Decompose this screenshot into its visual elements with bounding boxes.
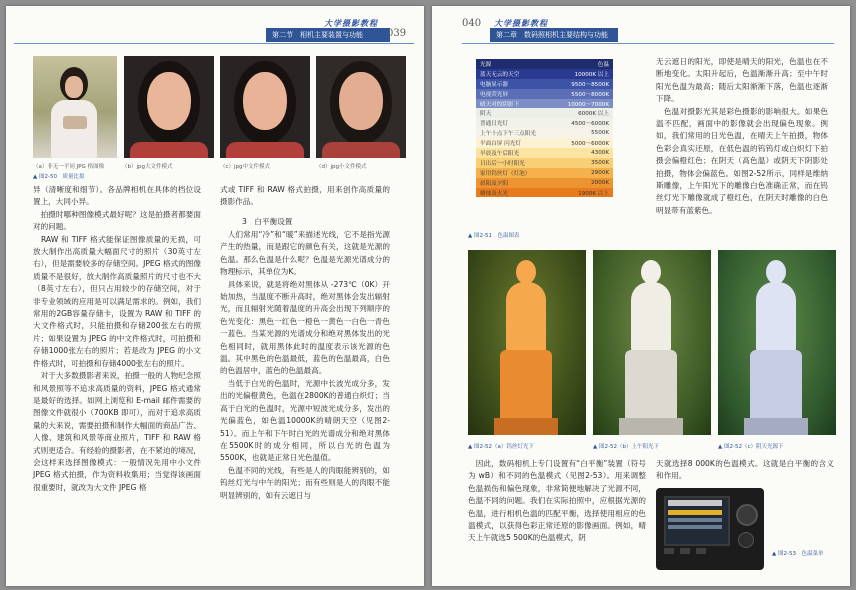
photo-caption-b: ▲ 图2-52（b）上午阳光下 xyxy=(593,444,659,450)
left-page xyxy=(6,6,424,586)
table-cell-temp: 1900K 以上 xyxy=(578,190,609,197)
table-cell-source: 早晨及午后阳光 xyxy=(480,150,520,157)
photo-caption-a: ▲ 图2-52（a）钨丝灯光下 xyxy=(468,444,534,450)
table-header-source: 光源 xyxy=(480,61,492,68)
book-title: 大学摄影教程 xyxy=(324,18,378,28)
table-row xyxy=(476,168,613,178)
table-cell-temp: 3500K xyxy=(591,159,609,166)
statue-photo-tungsten xyxy=(468,250,586,435)
photo-caption-a: （a）非无一平同 JPG 格图像 xyxy=(33,164,105,170)
section-header: 第二节 相机主要装置与功能 xyxy=(266,28,390,42)
color-temperature-table xyxy=(476,59,613,197)
portrait-photo-c xyxy=(220,56,310,158)
table-cell-source: 蜡烛及火光 xyxy=(480,190,508,197)
table-cell-source: 平面白屏 闪光灯 xyxy=(480,141,521,148)
table-row xyxy=(476,158,613,168)
section-header: 第二章 数码照相机主要结构与功能 xyxy=(490,28,618,42)
table-cell-temp: 6000K 以上 xyxy=(578,111,609,118)
photo-caption-c: （c）jpg中文件模式 xyxy=(220,164,271,170)
right-column-text: 无云遮日的阳光，即使是晴天的阳光，色温也在不断地变化。太阳升起后，色温渐渐升高；至中午时阳光色温为最高；随后太阳渐渐下落，色温也逐渐下降。 色温对摄影光其是彩色摄影的影响很大。如果色温不匹配，画面中的影像就会出现偏色现象。例如，我们常用的日光色温，在晴天上午拍摄，物体色彩会真实还原，在低色温的钨钨灯或白炽灯下拍摄会偏橙红色；在阴天（高色温）或阴天下阴影处拍摄，物体会偏蓝色。如图2-52所示，同样是维纳斯雕像，上午阳光下的雕像白色准确正常，而在钨丝灯光下雕像就成了橙红色，在阴天时雕像的白色明显带有蓝紫色。 xyxy=(656,57,828,215)
table-cell-source: 上午十点下午三点阳光 xyxy=(480,131,536,138)
table-cell-temp: 10000K 以上 xyxy=(574,71,609,78)
table-row xyxy=(476,89,613,99)
table-cell-source: 晨阳及夕阳 xyxy=(480,180,508,187)
table-cell-source: 普通日光灯 xyxy=(480,121,508,128)
table-cell-temp: 2000K xyxy=(591,179,609,186)
table-cell-temp: 9500～8500K xyxy=(571,81,609,88)
table-cell-source: 电视荧光屏 xyxy=(480,91,508,98)
table-row xyxy=(476,108,613,118)
table-row xyxy=(476,99,613,109)
header-rule xyxy=(462,43,834,44)
table-cell-source: 蓝天无云的天空 xyxy=(480,71,520,78)
photo-caption-d: （d）jpg小文件模式 xyxy=(316,164,367,170)
table-row xyxy=(476,128,613,138)
portrait-photo-b xyxy=(124,56,214,158)
table-cell-temp: 5500～8000K xyxy=(571,91,609,98)
table-cell-source: 日出后一小时阳光 xyxy=(480,160,525,167)
header-rule xyxy=(14,43,414,44)
left-column-text: 异（清晰度和细节）。各品牌相机在具体的档位设置上，大同小异。 拍摄时哪种图像模式最好呢？这是拍摄者都要面对的问题。 RAW 和 TIFF 格式能保证图像质量的无损，可放大制作出高质量大幅面尺寸的照片（30英寸左右），但是需要较多的存储空间。JPEG 格式的图像质量不是很好，放大制作高质量照片的尺寸也不大（8英寸左右），但只占用较少的存储空间，对于非专业领域的应用是可以满足需求的。例如，我们常用的2GB容量存储卡，设置为 RAW 和 TIFF 的大文件格式时，只能拍摄和存储200张左右的照片；如果设置为 JPEG 的中文件格式时，可拍摄和存储1000张左右的照片；若是改为 JPEG 的小文件格式时，可拍摄和存储4000张左右的照片。 对于大多数摄影者来说，拍摄一般的人物纪念照和风景照等不追求高质量的资料，JPEG 格式通常是最好的选择。如网上浏览和 E-mail 邮件需要的图像文件就很小（700KB 即可），而对于追求高质量的大来说，需要拍摄和制作大幅面的商品广告、人像、建筑和风景等商业照片，TIFF 和 RAW 格式则更适合。有经验的摄影者，在不紧迫的境况，会这样来选择图像模式：一般情况先用中小文件 JPEG 格式拍摄，作为资料收集用；当觉得该画面很重要时，就改为大文件 JPEG 格 xyxy=(33,185,201,492)
bottom-left-text: 因此，数码相机上专门设置有“白平衡”装置（符号为 wB）和不同的色温模式（见图2-53）。用来调整色温损伤和偏色现象，非常简便地解决了光源不同，色温不同的问题。我们在实际拍照中，应根据光源的色温，进行相机色温的匹配平衡，选择使用相应的色温模式，以获得色彩正常还原的影像画面。例如，晴天上午就选5 500K的色温模式，阴 xyxy=(468,459,646,543)
table-cell-source: 电脑显示器 xyxy=(480,81,508,88)
right-column-text: 人们常用“冷”和“暖”来描述光线，它不是指光源产生的热量，而是跟它的颜色有关，这就是光源的色温。那么色温是什么呢？色温是光源光谱成分的物理标示，其单位为K。 具体来说，就是将绝对黑体从 -273℃（0K）开始加热，当温度不断升高时，绝对黑体会发出辐射光，而且辐射光随着温度的升高会出现下列顺序的色光变化：黑色一红色一橙色一黄色一白色一青色一蓝色。当某光源的光谱成分和绝对黑体发出的光色相同时，就用黑体此时的温度表示该光源的色温。其中黑色的色温最低，蓝色的色温最高，白色的色温居中，蓝色的色温最高。 当低于白光的色温时，光源中长波光成分多，发出的光偏橙黄色，色温在2800K的普通白炽灯；当高于白光的色温时，光源中短波光成分多，发出的光偏蓝色，如色温10000K的晴朗天空（见图2-51）。而上午和下午时白光的光谱成分和绝对黑体在5500K时的成分相同，所以白光的色温为5500K，也就是正常日光色温值。 色温不同的光线，有些是人的肉眼能辨别的，如钨丝灯光与中午的阳光；而有些则是人的肉眼不能明显辨别的，如有云遮日与 xyxy=(220,230,390,500)
table-cell-source: 家用钨丝灯（灯泡） xyxy=(480,170,531,177)
camera-menu-photo xyxy=(656,488,764,570)
portrait-photo-a xyxy=(33,56,117,158)
bottom-right-text: 天就选择8 000K的色温模式。这就是白平衡的含义和作用。 xyxy=(656,459,834,481)
right-page xyxy=(432,6,850,586)
table-row xyxy=(476,138,613,148)
table-cell-temp: 5000～6000K xyxy=(571,141,609,148)
table-cell-temp: 4500～6000K xyxy=(571,121,609,128)
table-header-temp: 色温 xyxy=(597,61,609,68)
right-column-intro: 式或 TIFF 和 RAW 格式拍摄，用来创作高质量的摄影作品。 xyxy=(220,185,390,207)
table-row xyxy=(476,148,613,158)
section-heading: 3 白平衡设置 xyxy=(242,217,293,226)
table-caption: ▲ 图2-51 色温图表 xyxy=(468,233,520,239)
table-cell-temp: 4300K xyxy=(591,149,609,156)
photo-caption-c: ▲ 图2-52（c）阴天光源下 xyxy=(718,444,784,450)
figure-caption-menu: ▲ 图2-53 色温菜单 xyxy=(772,551,824,557)
table-header-row xyxy=(476,59,613,69)
photo-caption-b: （b）jpg大文件模式 xyxy=(122,164,173,170)
table-cell-temp: 5500K xyxy=(591,130,609,137)
table-cell-source: 晴天对的阴影下 xyxy=(480,101,520,108)
figure-label: ▲ 图2-50 质量比拟 xyxy=(33,174,85,180)
table-row xyxy=(476,188,613,198)
table-row xyxy=(476,178,613,188)
table-cell-temp: 2900K xyxy=(591,169,609,176)
table-row xyxy=(476,69,613,79)
page-number: 039 xyxy=(387,28,407,39)
table-cell-temp: 10000～7000K xyxy=(567,101,609,108)
table-cell-source: 阴天 xyxy=(480,111,492,118)
statue-photo-daylight xyxy=(593,250,711,435)
portrait-photo-d xyxy=(316,56,406,158)
page-number: 040 xyxy=(462,18,482,29)
table-row xyxy=(476,79,613,89)
table-row xyxy=(476,118,613,128)
book-title: 大学摄影教程 xyxy=(494,18,548,28)
statue-photo-overcast xyxy=(718,250,836,435)
